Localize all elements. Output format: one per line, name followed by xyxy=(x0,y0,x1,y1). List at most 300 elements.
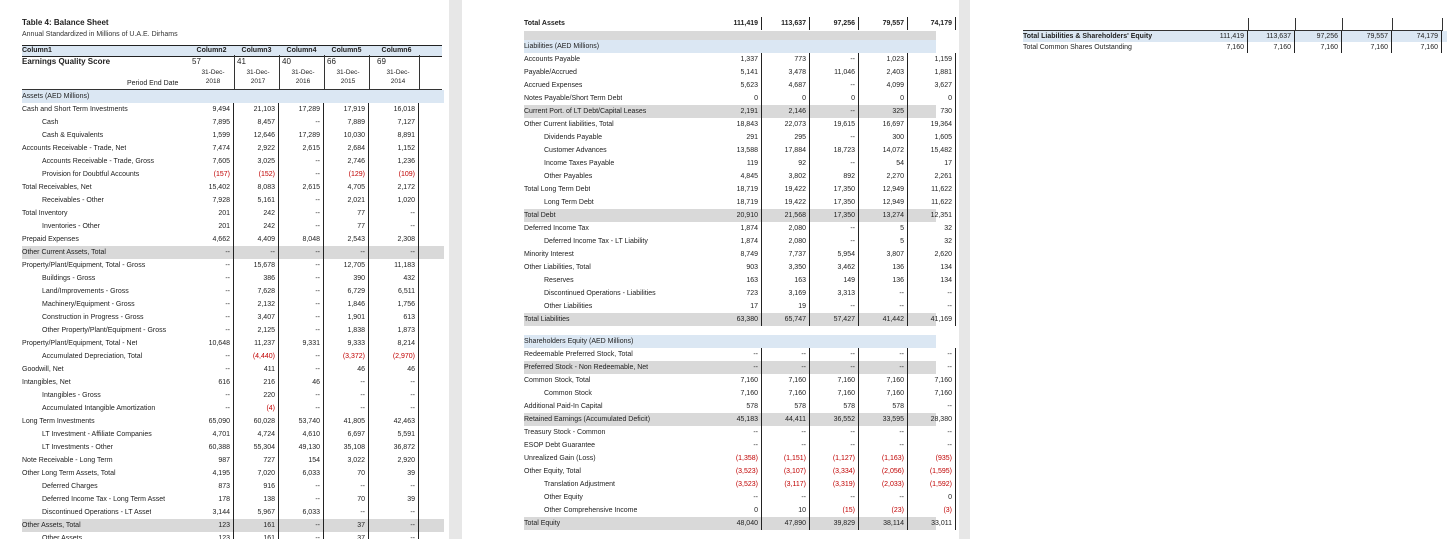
value-cell: 3,407 xyxy=(234,311,279,324)
value-cell: 9,494 xyxy=(189,103,234,116)
value-cell: -- xyxy=(279,259,324,272)
value-cell: -- xyxy=(279,480,324,493)
table-row xyxy=(22,103,444,116)
value-cell: -- xyxy=(374,402,419,415)
value-cell: 19 xyxy=(762,300,810,313)
value-cell: (3,117) xyxy=(762,478,810,491)
value-cell: 18,719 xyxy=(714,196,762,209)
value-cell: 3,144 xyxy=(189,506,234,519)
value-cell: 0 xyxy=(908,92,956,105)
column-divider xyxy=(1392,18,1393,30)
value-cell: 7,889 xyxy=(324,116,369,129)
value-cell: 3,350 xyxy=(762,261,810,274)
balance-sheet-page-1 xyxy=(0,0,449,539)
value-cell: 1,838 xyxy=(324,324,369,337)
value-cell: -- xyxy=(374,389,419,402)
row-label: Redeemable Preferred Stock, Total xyxy=(524,351,633,358)
value-cell: -- xyxy=(374,532,419,539)
value-cell: 7,737 xyxy=(762,248,810,261)
value-cell: 17 xyxy=(908,157,956,170)
table-row xyxy=(524,183,952,196)
value-cell: 8,891 xyxy=(374,129,419,142)
value-cell: 1,874 xyxy=(714,235,762,248)
table-row xyxy=(22,207,444,220)
value-cell: -- xyxy=(279,155,324,168)
row-label: Goodwill, Net xyxy=(22,366,64,373)
table-row xyxy=(22,519,444,532)
table-row xyxy=(524,157,952,170)
table-row xyxy=(524,374,952,387)
table-row xyxy=(1023,31,1447,42)
value-cell: 149 xyxy=(811,274,859,287)
value-cell: 4,701 xyxy=(189,428,234,441)
value-cell: 33,011 xyxy=(908,517,956,530)
row-label: Accounts Receivable - Trade, Net xyxy=(22,145,127,152)
value-cell: 48,040 xyxy=(714,517,762,530)
spacer-row xyxy=(524,31,936,40)
table-row xyxy=(524,170,952,183)
value-cell: 7,127 xyxy=(374,116,419,129)
value-cell: 18,719 xyxy=(714,183,762,196)
value-cell: (1,592) xyxy=(908,478,956,491)
value-cell: 15,482 xyxy=(908,144,956,157)
value-cell: 6,511 xyxy=(374,285,419,298)
value-cell: 46 xyxy=(374,363,419,376)
value-cell: 79,557 xyxy=(1345,31,1392,42)
value-cell: 616 xyxy=(189,376,234,389)
row-label: Construction in Progress - Gross xyxy=(42,314,144,321)
value-cell: 53,740 xyxy=(279,415,324,428)
row-label: LT Investment - Affiliate Companies xyxy=(42,431,152,438)
value-cell: -- xyxy=(279,207,324,220)
value-cell: (109) xyxy=(374,168,419,181)
value-cell: 0 xyxy=(714,504,762,517)
column-divider xyxy=(419,55,420,90)
score-value: 66 xyxy=(327,57,336,66)
column-name: Column3 xyxy=(241,47,272,54)
value-cell: 3,462 xyxy=(811,261,859,274)
value-cell: 3,478 xyxy=(762,66,810,79)
column-name-bar xyxy=(22,45,442,57)
value-cell: 123 xyxy=(189,532,234,539)
table-row xyxy=(524,504,952,517)
table-row xyxy=(22,272,444,285)
value-cell: -- xyxy=(374,376,419,389)
value-cell: -- xyxy=(189,389,234,402)
value-cell: 1,152 xyxy=(374,142,419,155)
value-cell: -- xyxy=(189,298,234,311)
value-cell: -- xyxy=(324,389,369,402)
value-cell: 12,705 xyxy=(324,259,369,272)
value-cell: (1,163) xyxy=(860,452,908,465)
value-cell: (157) xyxy=(189,168,234,181)
value-cell: 873 xyxy=(189,480,234,493)
value-cell: -- xyxy=(189,363,234,376)
row-label: Land/Improvements - Gross xyxy=(42,288,129,295)
value-cell: -- xyxy=(324,506,369,519)
row-label: Other Payables xyxy=(544,173,593,180)
table-row xyxy=(22,532,444,539)
value-cell: 11,622 xyxy=(908,183,956,196)
column-divider xyxy=(1295,18,1296,30)
value-cell: 38,114 xyxy=(860,517,908,530)
value-cell: -- xyxy=(279,402,324,415)
value-cell: 136 xyxy=(860,261,908,274)
value-cell: 1,756 xyxy=(374,298,419,311)
table-row xyxy=(22,324,444,337)
value-cell: -- xyxy=(762,348,810,361)
value-cell: 5,161 xyxy=(234,194,279,207)
column-1-name: Column1 xyxy=(22,47,52,54)
value-cell: -- xyxy=(279,298,324,311)
value-cell: 17,289 xyxy=(279,103,324,116)
value-cell: 32 xyxy=(908,222,956,235)
value-cell: 903 xyxy=(714,261,762,274)
value-cell: -- xyxy=(324,246,369,259)
balance-sheet-page-3 xyxy=(970,0,1451,539)
period-date: 31-Dec-2017 xyxy=(246,69,270,85)
value-cell: -- xyxy=(908,439,956,452)
value-cell: 19,422 xyxy=(762,183,810,196)
score-label: Earnings Quality Score xyxy=(22,57,111,66)
value-cell: -- xyxy=(279,493,324,506)
column-name: Column5 xyxy=(331,47,362,54)
column-divider xyxy=(1342,18,1343,30)
value-cell: -- xyxy=(324,402,369,415)
value-cell: (1,358) xyxy=(714,452,762,465)
row-label: Translation Adjustment xyxy=(544,481,615,488)
table-row xyxy=(22,233,444,246)
liabilities-section-header xyxy=(524,40,936,53)
value-cell: -- xyxy=(908,400,956,413)
value-cell: 113,637 xyxy=(1248,31,1295,42)
table-row xyxy=(524,348,952,361)
row-label: Accounts Payable xyxy=(524,56,581,63)
value-cell: 5,591 xyxy=(374,428,419,441)
value-cell: 613 xyxy=(374,311,419,324)
value-cell: 723 xyxy=(714,287,762,300)
value-cell: 325 xyxy=(860,105,908,118)
value-cell: -- xyxy=(860,287,908,300)
value-cell: 17,350 xyxy=(811,209,859,222)
value-cell: 161 xyxy=(234,519,279,532)
value-cell: 5,954 xyxy=(811,248,859,261)
value-cell: 134 xyxy=(908,274,956,287)
row-label: Total Long Term Debt xyxy=(524,186,591,193)
value-cell: (3,319) xyxy=(811,478,859,491)
value-cell: 119 xyxy=(714,157,762,170)
row-label: Note Receivable - Long Term xyxy=(22,457,113,464)
value-cell: (935) xyxy=(908,452,956,465)
value-cell: -- xyxy=(860,426,908,439)
table-row xyxy=(524,439,952,452)
value-cell: 8,083 xyxy=(234,181,279,194)
value-cell: 6,729 xyxy=(324,285,369,298)
value-cell: 5,141 xyxy=(714,66,762,79)
row-label: Deferred Income Tax - Long Term Asset xyxy=(42,496,166,503)
row-label: Common Stock xyxy=(544,390,592,397)
row-label: Deferred Income Tax xyxy=(524,225,589,232)
value-cell: -- xyxy=(189,272,234,285)
value-cell: 7,160 xyxy=(908,374,956,387)
value-cell: 7,160 xyxy=(1345,42,1392,53)
row-label: Total Receivables, Net xyxy=(22,184,92,191)
value-cell: (4,440) xyxy=(234,350,279,363)
row-label: Intangibles - Gross xyxy=(42,392,101,399)
table-row xyxy=(524,248,952,261)
value-cell: 0 xyxy=(860,92,908,105)
assets-table xyxy=(22,90,444,539)
value-cell: 178 xyxy=(189,493,234,506)
value-cell: 21,103 xyxy=(234,103,279,116)
table-row xyxy=(22,402,444,415)
value-cell: -- xyxy=(324,480,369,493)
value-cell: 36,552 xyxy=(811,413,859,426)
value-cell: 14,072 xyxy=(860,144,908,157)
table-row xyxy=(22,220,444,233)
value-cell: 41,169 xyxy=(908,313,956,326)
value-cell: (1,151) xyxy=(762,452,810,465)
value-cell: 7,020 xyxy=(234,467,279,480)
row-label: Other Current Assets, Total xyxy=(22,249,106,256)
value-cell: 7,160 xyxy=(1201,42,1248,53)
table-row xyxy=(524,361,952,374)
value-cell: 77 xyxy=(324,207,369,220)
table-row xyxy=(22,441,444,454)
table-row xyxy=(524,413,952,426)
value-cell: 2,615 xyxy=(279,142,324,155)
table-row xyxy=(22,311,444,324)
value-cell: 7,474 xyxy=(189,142,234,155)
row-label: Property/Plant/Equipment, Total - Gross xyxy=(22,262,146,269)
value-cell: 63,380 xyxy=(714,313,762,326)
table-row xyxy=(524,92,952,105)
value-cell: 6,033 xyxy=(279,506,324,519)
value-cell: 1,605 xyxy=(908,131,956,144)
value-cell: 20,910 xyxy=(714,209,762,222)
value-cell: 2,543 xyxy=(324,233,369,246)
value-cell: 2,920 xyxy=(374,454,419,467)
value-cell: 17 xyxy=(714,300,762,313)
value-cell: -- xyxy=(860,439,908,452)
row-label: Total Debt xyxy=(524,212,556,219)
section-label: Liabilities (AED Millions) xyxy=(524,43,600,50)
row-label: Intangibles, Net xyxy=(22,379,71,386)
table-row xyxy=(524,235,952,248)
table-row xyxy=(524,209,952,222)
value-cell: -- xyxy=(189,350,234,363)
value-cell: 163 xyxy=(714,274,762,287)
value-cell: (23) xyxy=(860,504,908,517)
value-cell: -- xyxy=(714,491,762,504)
table-row xyxy=(524,400,952,413)
value-cell: 2,021 xyxy=(324,194,369,207)
row-label: Other Comprehensive Income xyxy=(544,507,638,514)
value-cell: 22,073 xyxy=(762,118,810,131)
table-row xyxy=(22,467,444,480)
table-title: Table 4: Balance Sheet xyxy=(22,18,109,27)
row-label: Accumulated Intangible Amortization xyxy=(42,405,156,412)
value-cell: 0 xyxy=(908,491,956,504)
value-cell: 2,270 xyxy=(860,170,908,183)
value-cell: -- xyxy=(324,376,369,389)
value-cell: 13,588 xyxy=(714,144,762,157)
value-cell: -- xyxy=(860,361,908,374)
value-cell: 77 xyxy=(324,220,369,233)
table-row xyxy=(524,491,952,504)
row-label: ESOP Debt Guarantee xyxy=(524,442,596,449)
value-cell: 2,615 xyxy=(279,181,324,194)
value-cell: 2,146 xyxy=(762,105,810,118)
value-cell: -- xyxy=(714,426,762,439)
value-cell: 60,028 xyxy=(234,415,279,428)
row-label: Discontinued Operations - Liabilities xyxy=(544,290,656,297)
value-cell: -- xyxy=(374,480,419,493)
value-cell: 39,829 xyxy=(811,517,859,530)
value-cell: 17,884 xyxy=(762,144,810,157)
table-row xyxy=(524,118,952,131)
row-label: Total Liabilities xyxy=(524,316,570,323)
value-cell: -- xyxy=(811,53,859,66)
value-cell: 4,724 xyxy=(234,428,279,441)
row-label: Other Liabilities xyxy=(544,303,593,310)
table-row xyxy=(524,274,952,287)
value-cell: 892 xyxy=(811,170,859,183)
value-cell: 5,623 xyxy=(714,79,762,92)
row-label: Income Taxes Payable xyxy=(544,160,615,167)
value-cell: 39 xyxy=(374,467,419,480)
value-cell: 7,928 xyxy=(189,194,234,207)
value-cell: -- xyxy=(860,348,908,361)
value-cell: (152) xyxy=(234,168,279,181)
value-cell: 1,599 xyxy=(189,129,234,142)
value-cell: -- xyxy=(762,491,810,504)
row-label: Unrealized Gain (Loss) xyxy=(524,455,596,462)
value-cell: -- xyxy=(908,426,956,439)
value-cell: 19,364 xyxy=(908,118,956,131)
value-cell: -- xyxy=(189,311,234,324)
row-label: Total Assets xyxy=(524,20,565,27)
value-cell: 987 xyxy=(189,454,234,467)
value-cell: 11,622 xyxy=(908,196,956,209)
value-cell: 916 xyxy=(234,480,279,493)
value-cell: 1,159 xyxy=(908,53,956,66)
value-cell: 727 xyxy=(234,454,279,467)
value-cell: 578 xyxy=(860,400,908,413)
value-cell: 57,427 xyxy=(811,313,859,326)
value-cell: 7,160 xyxy=(811,387,859,400)
value-cell: -- xyxy=(279,246,324,259)
row-label: Discontinued Operations - LT Asset xyxy=(42,509,152,516)
value-cell: 49,130 xyxy=(279,441,324,454)
value-cell: 17,350 xyxy=(811,183,859,196)
value-cell: 19,615 xyxy=(811,118,859,131)
value-cell: 12,646 xyxy=(234,129,279,142)
table-row xyxy=(22,480,444,493)
value-cell: (1,595) xyxy=(908,465,956,478)
value-cell: 1,020 xyxy=(374,194,419,207)
value-cell: 60,388 xyxy=(189,441,234,454)
value-cell: -- xyxy=(279,194,324,207)
value-cell: 2,132 xyxy=(234,298,279,311)
value-cell: -- xyxy=(374,207,419,220)
table-row xyxy=(524,261,952,274)
row-label: Minority Interest xyxy=(524,251,574,258)
value-cell: 2,261 xyxy=(908,170,956,183)
table-row xyxy=(22,415,444,428)
value-cell: 1,873 xyxy=(374,324,419,337)
value-cell: 7,895 xyxy=(189,116,234,129)
value-cell: 7,160 xyxy=(811,374,859,387)
value-cell: -- xyxy=(811,491,859,504)
value-cell: 70 xyxy=(324,467,369,480)
table-row xyxy=(524,105,952,118)
value-cell: 3,025 xyxy=(234,155,279,168)
row-label: Common Stock, Total xyxy=(524,377,591,384)
value-cell: -- xyxy=(279,324,324,337)
value-cell: 7,160 xyxy=(1248,42,1295,53)
value-cell: -- xyxy=(279,272,324,285)
value-cell: 8,457 xyxy=(234,116,279,129)
value-cell: 4,610 xyxy=(279,428,324,441)
row-label: Notes Payable/Short Term Debt xyxy=(524,95,623,102)
value-cell: (3,523) xyxy=(714,478,762,491)
value-cell: 7,160 xyxy=(860,374,908,387)
value-cell: 15,402 xyxy=(189,181,234,194)
value-cell: 21,568 xyxy=(762,209,810,222)
value-cell: -- xyxy=(714,348,762,361)
value-cell: 19,422 xyxy=(762,196,810,209)
value-cell: 300 xyxy=(860,131,908,144)
value-cell: 8,214 xyxy=(374,337,419,350)
table-row xyxy=(22,129,444,142)
value-cell: 161 xyxy=(234,532,279,539)
table-subtitle: Annual Standardized in Millions of U.A.E. Dirhams xyxy=(22,31,178,38)
value-cell: 47,890 xyxy=(762,517,810,530)
table-row xyxy=(22,454,444,467)
spacer-row xyxy=(524,326,936,335)
value-cell: 3,627 xyxy=(908,79,956,92)
table-row xyxy=(22,168,444,181)
row-label: Other Assets, Total xyxy=(22,522,81,529)
row-label: Other Long Term Assets, Total xyxy=(22,470,116,477)
value-cell: -- xyxy=(811,348,859,361)
value-cell: 45,183 xyxy=(714,413,762,426)
value-cell: 1,874 xyxy=(714,222,762,235)
row-label: Accrued Expenses xyxy=(524,82,583,89)
value-cell: 9,331 xyxy=(279,337,324,350)
top-border xyxy=(1023,18,1443,31)
column-divider xyxy=(324,55,325,90)
totals-table xyxy=(1023,18,1447,58)
section-label: Shareholders Equity (AED Millions) xyxy=(524,338,634,345)
value-cell: 578 xyxy=(762,400,810,413)
value-cell: (3,107) xyxy=(762,465,810,478)
table-row xyxy=(22,389,444,402)
row-label: Cash and Short Term Investments xyxy=(22,106,128,113)
value-cell: 7,160 xyxy=(762,387,810,400)
table-row xyxy=(22,285,444,298)
value-cell: 10 xyxy=(762,504,810,517)
value-cell: 35,108 xyxy=(324,441,369,454)
value-cell: 2,620 xyxy=(908,248,956,261)
value-cell: 773 xyxy=(762,53,810,66)
value-cell: 2,125 xyxy=(234,324,279,337)
value-cell: 154 xyxy=(279,454,324,467)
value-cell: 18,723 xyxy=(811,144,859,157)
value-cell: -- xyxy=(811,105,859,118)
value-cell: -- xyxy=(908,300,956,313)
